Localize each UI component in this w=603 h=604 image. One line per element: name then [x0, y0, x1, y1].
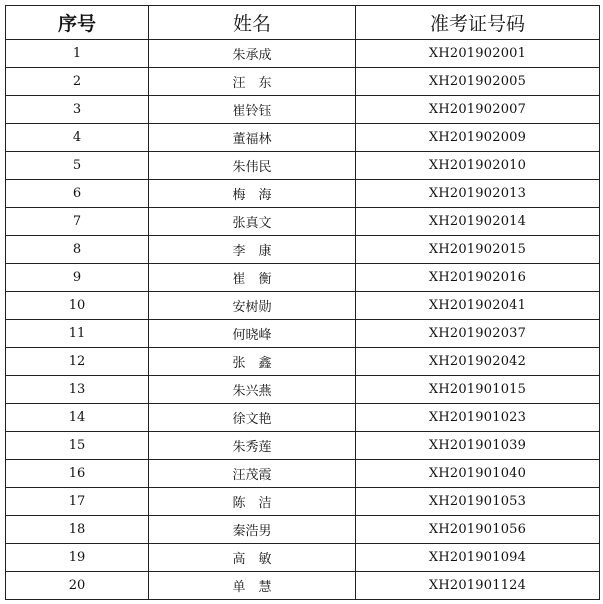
seq-cell: 20 [6, 572, 149, 600]
table-row [6, 96, 600, 124]
name-cell: 徐文艳 [149, 404, 356, 432]
header-name: 姓名 [149, 6, 356, 40]
seq-cell: 13 [6, 376, 149, 404]
name-cell: 朱兴燕 [149, 376, 356, 404]
exam-id-cell: XH201901094 [356, 544, 600, 572]
name-cell: 秦浩男 [149, 516, 356, 544]
seq-cell: 11 [6, 320, 149, 348]
name-cell: 高 敏 [149, 544, 356, 572]
name-cell: 梅 海 [149, 180, 356, 208]
seq-cell: 14 [6, 404, 149, 432]
name-cell: 董福林 [149, 124, 356, 152]
exam-id-cell: XH201902037 [356, 320, 600, 348]
seq-cell: 16 [6, 460, 149, 488]
table-row [6, 152, 600, 180]
exam-id-cell: XH201902016 [356, 264, 600, 292]
name-cell: 何晓峰 [149, 320, 356, 348]
seq-cell: 9 [6, 264, 149, 292]
name-cell: 朱秀莲 [149, 432, 356, 460]
table-row [6, 264, 600, 292]
exam-id-cell: XH201902042 [356, 348, 600, 376]
exam-id-cell: XH201901039 [356, 432, 600, 460]
name-cell: 李 康 [149, 236, 356, 264]
seq-cell: 7 [6, 208, 149, 236]
table-row [6, 124, 600, 152]
name-cell: 汪茂霞 [149, 460, 356, 488]
exam-id-cell: XH201902010 [356, 152, 600, 180]
seq-cell: 3 [6, 96, 149, 124]
table-row [6, 432, 600, 460]
exam-id-cell: XH201902041 [356, 292, 600, 320]
name-cell: 陈 洁 [149, 488, 356, 516]
name-cell: 安树勋 [149, 292, 356, 320]
exam-id-cell: XH201901015 [356, 376, 600, 404]
name-cell: 单 慧 [149, 572, 356, 600]
table-row [6, 460, 600, 488]
exam-id-cell: XH201902014 [356, 208, 600, 236]
seq-cell: 15 [6, 432, 149, 460]
name-cell: 张真文 [149, 208, 356, 236]
seq-cell: 17 [6, 488, 149, 516]
exam-id-cell: XH201902015 [356, 236, 600, 264]
seq-cell: 6 [6, 180, 149, 208]
exam-id-cell: XH201902007 [356, 96, 600, 124]
exam-id-cell: XH201901056 [356, 516, 600, 544]
table-row [6, 292, 600, 320]
name-cell: 汪 东 [149, 68, 356, 96]
seq-cell: 1 [6, 40, 149, 68]
table-header-row [6, 6, 600, 40]
candidate-table [5, 5, 600, 600]
table-row [6, 348, 600, 376]
table-row [6, 40, 600, 68]
table-row [6, 208, 600, 236]
table-body [6, 40, 600, 600]
name-cell: 朱伟民 [149, 152, 356, 180]
table-row [6, 404, 600, 432]
table-row [6, 236, 600, 264]
exam-id-cell: XH201901053 [356, 488, 600, 516]
name-cell: 张 鑫 [149, 348, 356, 376]
table-row [6, 376, 600, 404]
seq-cell: 12 [6, 348, 149, 376]
seq-cell: 19 [6, 544, 149, 572]
table-row [6, 68, 600, 96]
exam-id-cell: XH201901040 [356, 460, 600, 488]
exam-id-cell: XH201902001 [356, 40, 600, 68]
seq-cell: 18 [6, 516, 149, 544]
seq-cell: 2 [6, 68, 149, 96]
table-row [6, 572, 600, 600]
seq-cell: 4 [6, 124, 149, 152]
exam-id-cell: XH201901023 [356, 404, 600, 432]
exam-id-cell: XH201902005 [356, 68, 600, 96]
exam-id-cell: XH201902013 [356, 180, 600, 208]
table-row [6, 488, 600, 516]
name-cell: 朱承成 [149, 40, 356, 68]
name-cell: 崔铃钰 [149, 96, 356, 124]
table-row [6, 544, 600, 572]
table-row [6, 516, 600, 544]
exam-id-cell: XH201901124 [356, 572, 600, 600]
seq-cell: 5 [6, 152, 149, 180]
seq-cell: 8 [6, 236, 149, 264]
exam-id-cell: XH201902009 [356, 124, 600, 152]
seq-cell: 10 [6, 292, 149, 320]
header-seq: 序号 [6, 6, 149, 40]
name-cell: 崔 衡 [149, 264, 356, 292]
table-row [6, 180, 600, 208]
table-row [6, 320, 600, 348]
header-exam-id: 准考证号码 [356, 6, 600, 40]
